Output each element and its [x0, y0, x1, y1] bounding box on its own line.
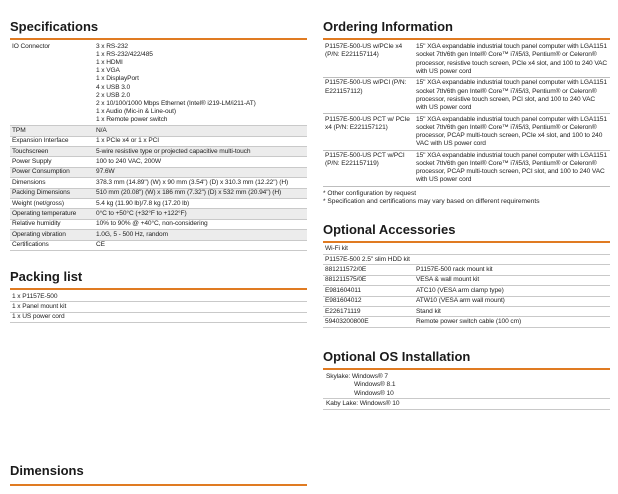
- spec-label: Touchscreen: [12, 147, 49, 155]
- spec-value-line: 510 mm (20.08") (W) x 186 mm (7.32") (D) x 532 mm (20.94") (H): [96, 189, 282, 197]
- os-kabylake-row: [323, 399, 610, 409]
- spec-value: [96, 147, 307, 157]
- accessory-code: 881211572/0E: [325, 265, 367, 273]
- spec-row: [10, 230, 307, 240]
- right-column: [323, 0, 610, 410]
- spec-value-line: 1 x DisplayPort: [96, 75, 139, 83]
- spec-row: [10, 178, 307, 188]
- spec-label: Weight (net/gross): [12, 199, 64, 207]
- spec-value-line: 1 x VGA: [96, 67, 120, 75]
- spec-value-line: 1 x Audio (Mic-in & Line-out): [96, 108, 176, 116]
- spec-value-line: 378.3 mm (14.89") (W) x 90 mm (3.54") (D) x 310.3 mm (12.22") (H): [96, 178, 289, 186]
- left-column: [10, 0, 307, 478]
- accessory-row: [323, 306, 610, 316]
- spec-value-line: 3 x RS-232: [96, 42, 128, 50]
- spec-value: [96, 126, 307, 136]
- dimensions-title: Dimensions: [10, 463, 84, 478]
- ordering-row: [323, 78, 610, 114]
- spec-row: [10, 240, 307, 250]
- spec-row: [10, 198, 307, 208]
- dimensions-rule: [10, 484, 307, 486]
- specifications-title: Specifications: [10, 19, 307, 40]
- spec-row: [10, 126, 307, 136]
- spec-label: Power Consumption: [12, 168, 70, 176]
- spec-value-line: 1.0G, 5 - 500 Hz, random: [96, 230, 168, 238]
- packing-row: [10, 312, 307, 322]
- specifications-table: [10, 42, 307, 251]
- ordering-note: * Other configuration by request: [323, 189, 417, 197]
- spec-row: [10, 136, 307, 146]
- ordering-note: * Specification and certifications may vary based on different requirements: [323, 198, 540, 206]
- accessory-desc: Remote power switch cable (100 cm): [416, 317, 522, 325]
- spec-label: Packing Dimensions: [12, 189, 70, 197]
- os-skylake-item: Windows® 8.1: [354, 381, 396, 389]
- accessory-code: P1157E-500 2.5" slim HDD kit: [325, 255, 410, 263]
- accessory-row: [323, 317, 610, 327]
- spec-value-line: 4 x USB 3.0: [96, 83, 131, 91]
- os-kabylake-label: Kaby Lake:: [326, 400, 358, 408]
- packing-item: 1 x Panel mount kit: [12, 302, 67, 310]
- accessory-row: [323, 245, 610, 255]
- spec-row: [10, 42, 307, 126]
- ordering-model: P1157E-500-US w/PCI (P/N: E221157112): [325, 79, 407, 95]
- spec-value-line: CE: [96, 241, 105, 249]
- spec-row: [10, 147, 307, 157]
- spec-value-line: 1 x HDMI: [96, 59, 123, 66]
- accessory-desc: ATC10 (VESA arm clamp type): [416, 286, 504, 294]
- ordering-desc: 15" XGA expandable industrial touch panel computer with LGA1151 socket 7th/6th gen Intel® Core™ i7/i5/i3, Pentium® or Celeron® processor, resistive touch screen, PCIe x4 slot, and 100 to 240 VAC with US power cord: [416, 43, 608, 75]
- spec-value-line: 5.4 kg (11.90 lb)/7.8 kg (17.20 lb): [96, 199, 190, 207]
- spec-label: IO Connector: [12, 42, 51, 50]
- ordering-row: [323, 150, 610, 186]
- accessory-code: E226171119: [325, 307, 361, 315]
- ordering-title: Ordering Information: [323, 19, 610, 40]
- spec-row: [10, 188, 307, 198]
- ordering-row: [323, 42, 610, 78]
- packing-item: 1 x US power cord: [12, 313, 65, 321]
- spec-label: Operating temperature: [12, 209, 77, 217]
- accessory-code: 881211575/0E: [325, 276, 367, 284]
- spec-row: [10, 209, 307, 219]
- spec-value-line: 2 x USB 2.0: [96, 91, 131, 99]
- accessory-code: 59403200800E: [325, 317, 369, 325]
- accessory-desc: VESA & wall mount kit: [416, 276, 480, 284]
- spec-row: [10, 167, 307, 177]
- os-skylake-item: Windows® 7: [351, 373, 388, 381]
- spec-value: [96, 188, 307, 198]
- accessories-title: Optional Accessories: [323, 222, 610, 243]
- packing-row: [10, 302, 307, 312]
- spec-label: Dimensions: [12, 178, 46, 186]
- os-skylake-row: [323, 373, 610, 399]
- spec-value: [96, 42, 307, 126]
- spec-value: [96, 136, 307, 146]
- packing-list-title: Packing list: [10, 269, 307, 290]
- ordering-desc: 15" XGA expandable industrial touch panel computer with LGA1151 socket 7th/6th gen Intel® Core™ i7/i5/i3, Pentium® or Celeron® processor, PCAP multi-touch screen, PCIe x4 slot, and 100 to 240 VAC with US power cord: [416, 115, 607, 148]
- spec-value-line: 97.6W: [96, 168, 115, 176]
- accessory-desc: ATW10 (VESA arm wall mount): [416, 297, 505, 305]
- ordering-notes: [323, 190, 610, 207]
- os-table: [323, 373, 610, 410]
- spec-value-line: N/A: [96, 126, 107, 134]
- spec-value: [96, 219, 307, 229]
- ordering-model: P1157E-500-US PCT w/ PCIe x4 (P/N: E221157121): [325, 115, 410, 131]
- accessory-row: [323, 254, 610, 264]
- spec-value: [96, 178, 307, 188]
- accessory-code: Wi-Fi kit: [325, 245, 348, 253]
- os-skylake-cell: [323, 373, 610, 399]
- spec-value-line: 1 x RS-232/422/485: [96, 50, 153, 58]
- accessory-row: [323, 265, 610, 275]
- spec-label: Power Supply: [12, 157, 52, 165]
- accessories-table: [323, 245, 610, 328]
- os-title: Optional OS Installation: [323, 349, 610, 370]
- spec-value: [96, 240, 307, 250]
- packing-list-table: [10, 292, 307, 323]
- accessory-row: [323, 286, 610, 296]
- spec-label: Certifications: [12, 241, 49, 249]
- spec-value-line: 100 to 240 VAC, 200W: [96, 157, 161, 165]
- spec-value: [96, 230, 307, 240]
- spec-value: [96, 167, 307, 177]
- spec-value-line: 10% to 90% @ +40°C, non-considering: [96, 220, 208, 228]
- accessory-desc: Stand kit: [416, 307, 441, 315]
- os-kabylake-cell: [323, 399, 610, 409]
- ordering-row: [323, 114, 610, 150]
- ordering-desc: 15" XGA expandable industrial touch panel computer with LGA1151 socket 7th/6th gen Intel® Core™ i7/i5/i3, Pentium® or Celeron® processor, resistive touch screen, PCI slot, and 100 to 240 VAC with US power cord: [416, 79, 607, 111]
- os-skylake-label: Skylake:: [326, 373, 351, 381]
- spec-value-line: 5-wire resistive type or projected capacitive multi-touch: [96, 147, 251, 155]
- spec-value-line: 2 x 10/100/1000 Mbps Ethernet (Intel® i219-LM/i211-AT): [96, 100, 256, 108]
- accessory-desc: P1157E-500 rack mount kit: [416, 265, 493, 273]
- os-kabylake-item: Windows® 10: [359, 400, 400, 408]
- spec-label: TPM: [12, 126, 26, 134]
- accessory-code: E981604012: [325, 297, 362, 305]
- spec-row: [10, 219, 307, 229]
- spec-label: Operating vibration: [12, 230, 66, 238]
- spec-label: Expansion Interface: [12, 137, 69, 145]
- spec-value-line: 1 x Remote power switch: [96, 116, 168, 124]
- accessory-row: [323, 275, 610, 285]
- spec-label: Relative humidity: [12, 220, 61, 228]
- spec-value: [96, 209, 307, 219]
- accessory-code: E981604011: [325, 286, 361, 294]
- ordering-model: P1157E-500-US w/PCIe x4 (P/N: E221157114): [325, 43, 403, 59]
- packing-row: [10, 292, 307, 302]
- spec-value-line: 1 x PCIe x4 or 1 x PCI: [96, 137, 160, 145]
- ordering-table: [323, 42, 610, 187]
- spec-value: [96, 157, 307, 167]
- accessory-row: [323, 296, 610, 306]
- ordering-desc: 15" XGA expandable industrial touch panel computer with LGA1151 socket 7th/6th gen Intel® Core™ i7/i5/i3, Pentium® or Celeron® processor, PCAP multi-touch screen, PCI slot, and 100 to 240 VAC with US power cord: [416, 151, 607, 184]
- spec-row: [10, 157, 307, 167]
- ordering-model: P1157E-500-US PCT w/PCI (P/N: E221157119): [325, 151, 405, 167]
- packing-item: 1 x P1157E-500: [12, 292, 58, 300]
- spec-value-line: 0°C to +50°C (+32°F to +122°F): [96, 209, 187, 217]
- spec-value: [96, 198, 307, 208]
- os-skylake-item: Windows® 10: [354, 389, 394, 397]
